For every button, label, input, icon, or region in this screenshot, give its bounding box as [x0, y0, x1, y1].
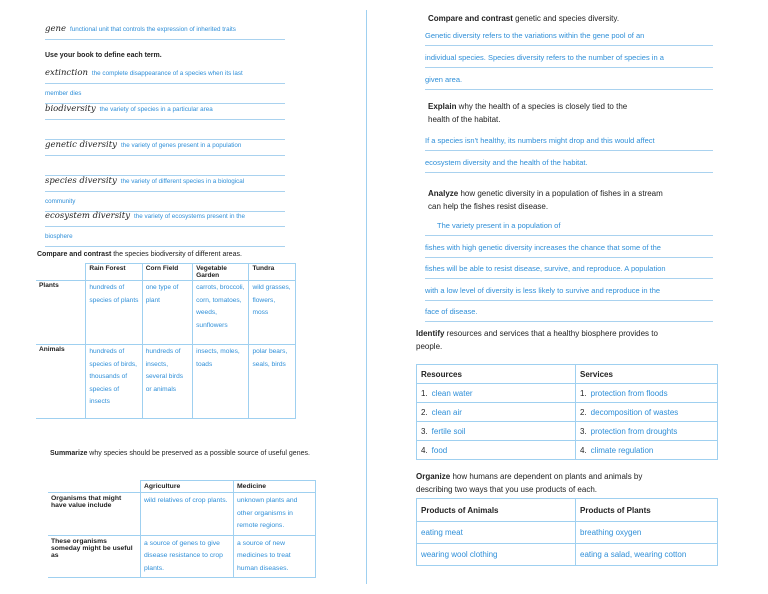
products-table [416, 498, 718, 566]
answer-line[interactable]: the complete disappearance of a species when its last [91, 70, 243, 77]
answer-line[interactable]: member dies [45, 84, 285, 104]
answer-cell[interactable]: a source of new medicines to treat human diseases. [234, 535, 316, 578]
prompt-text: can help the fishes resist disease. [428, 202, 549, 211]
answer-line[interactable]: The variety present in a population of [425, 214, 713, 236]
col-header: Agriculture [141, 481, 234, 493]
answer-line[interactable]: If a species isn't healthy, its numbers might drop and this would affect [425, 129, 713, 151]
row-header: These organisms someday might be useful as [48, 535, 141, 578]
answer-cell[interactable]: insects, moles, toads [193, 345, 249, 419]
answer-cell[interactable]: hundreds of species of plants [86, 281, 142, 345]
answer-line[interactable]: Genetic diversity refers to the variations within the gene pool of an [425, 24, 713, 46]
answer-cell[interactable]: eating meat [417, 522, 576, 544]
term-label: species diversity [45, 176, 117, 186]
answer-cell[interactable]: wild relatives of crop plants. [141, 493, 234, 536]
answer-line[interactable]: community [45, 192, 285, 212]
row-header: Plants [36, 281, 86, 345]
answer-line[interactable]: fishes with high genetic diversity increases the chance that some of the [425, 236, 713, 258]
answer-line[interactable]: ecosystem diversity and the health of the habitat. [425, 151, 713, 173]
prompt-bold: Summarize [50, 450, 88, 457]
prompt-compare-biodiversity [37, 251, 242, 258]
answer-line[interactable]: the variety of ecosystems present in the [134, 213, 245, 220]
answer-cell[interactable]: eating a salad, wearing cotton [576, 544, 718, 566]
item-number: 2. [421, 407, 428, 417]
prompt-bold: Identify [416, 329, 445, 338]
answer-line[interactable]: face of disease. [425, 300, 713, 322]
prompt-text: why species should be preserved as a possible source of useful genes. [87, 450, 310, 457]
table-row [36, 281, 296, 345]
page-divider [366, 10, 367, 584]
answer-line[interactable]: the variety of genes present in a population [120, 142, 242, 149]
prompt-analyze [428, 187, 663, 213]
prompt-text: health of the habitat. [428, 115, 501, 124]
resources-services-table [416, 364, 718, 460]
prompt-identify [416, 327, 658, 353]
term-species-diversity [45, 172, 285, 212]
row-header: Organisms that might have value include [48, 493, 141, 536]
answer-line[interactable]: the variety of different species in a biological [120, 178, 245, 185]
answer-line[interactable]: the variety of species in a particular area [99, 106, 213, 113]
table-row [48, 493, 316, 536]
term-extinction [45, 64, 285, 104]
term-label: extinction [45, 68, 88, 78]
table-row [48, 535, 316, 578]
term-ecosystem-diversity [45, 207, 285, 247]
prompt-bold: Organize [416, 472, 451, 481]
answer-cell[interactable]: carrots, broccoli, corn, tomatoes, weeds, sunflowers [193, 281, 249, 345]
prompt-text: genetic and species diversity. [512, 14, 620, 23]
prompt-bold: Compare and contrast [428, 14, 513, 23]
summarize-table [48, 480, 316, 578]
item-number: 1. [580, 388, 587, 398]
col-header: Products of Plants [576, 499, 718, 522]
answer-cell[interactable]: fertile soil [431, 426, 466, 436]
prompt-explain [428, 100, 627, 126]
answer-cell[interactable]: climate regulation [590, 445, 654, 455]
col-header: Tundra [249, 264, 296, 281]
answer-cell[interactable]: wearing wool clothing [417, 544, 576, 566]
answer-line[interactable]: individual species. Species diversity refers to the number of species in a [425, 46, 713, 68]
answer-line[interactable]: with a low level of diversity is less likely to survive and reproduce in the [425, 279, 713, 301]
col-header: Corn Field [142, 264, 192, 281]
item-number: 1. [421, 388, 428, 398]
answer-cell[interactable]: polar bears, seals, birds [249, 345, 296, 419]
term-genetic-diversity [45, 136, 285, 176]
prompt-bold: Compare and contrast [37, 251, 112, 258]
col-header: Products of Animals [417, 499, 576, 522]
item-number: 3. [421, 426, 428, 436]
col-header: Vegetable Garden [193, 264, 249, 281]
answer-cell[interactable]: protection from droughts [590, 426, 678, 436]
item-number: 4. [421, 445, 428, 455]
prompt-summarize [50, 449, 320, 459]
prompt-text: describing two ways that you use products of each. [416, 485, 597, 494]
item-number: 4. [580, 445, 587, 455]
row-header: Animals [36, 345, 86, 419]
prompt-text: how genetic diversity in a population of fishes in a stream [458, 189, 663, 198]
term-label: genetic diversity [45, 140, 117, 150]
answer-cell[interactable]: breathing oxygen [576, 522, 718, 544]
table-row [417, 403, 718, 422]
item-number: 2. [580, 407, 587, 417]
def-gene[interactable]: functional unit that controls the expression of inherited traits [69, 26, 236, 33]
answer-cell[interactable]: unknown plants and other organisms in remote regions. [234, 493, 316, 536]
prompt-text: resources and services that a healthy biosphere provides to [444, 329, 658, 338]
answer-cell[interactable]: hundreds of species of birds, thousands of species of insects [86, 345, 142, 419]
col-header: Services [576, 365, 718, 384]
prompt-organize [416, 470, 642, 496]
answer-cell[interactable]: wild grasses, flowers, moss [249, 281, 296, 345]
prompt-compare-diversity [428, 14, 619, 23]
instruction-use-book: Use your book to define each term. [45, 52, 162, 59]
answer-cell[interactable]: a source of genes to give disease resistance to crop plants. [141, 535, 234, 578]
term-biodiversity [45, 100, 285, 140]
gene-definition [45, 20, 285, 40]
answer-cell[interactable]: protection from floods [590, 388, 668, 398]
answer-cell[interactable]: clean water [431, 388, 473, 398]
term-label: biodiversity [45, 104, 96, 114]
term-label: ecosystem diversity [45, 211, 130, 221]
answer-cell[interactable]: clean air [431, 407, 462, 417]
table-row [417, 422, 718, 441]
table-row [417, 522, 718, 544]
col-header: Medicine [234, 481, 316, 493]
answer-cell[interactable]: food [431, 445, 448, 455]
table-row [417, 544, 718, 566]
col-header: Rain Forest [86, 264, 142, 281]
biodiversity-table [36, 263, 296, 419]
term-gene: gene [45, 24, 66, 34]
answer-line[interactable]: biosphere [45, 227, 285, 247]
answer-cell[interactable]: decomposition of wastes [590, 407, 679, 417]
prompt-bold: Explain [428, 102, 457, 111]
prompt-text: why the health of a species is closely tied to the [456, 102, 628, 111]
answer-cell[interactable]: hundreds of insects, several birds or animals [142, 345, 192, 419]
answer-cell[interactable]: one type of plant [142, 281, 192, 345]
table-row [417, 384, 718, 403]
table-row [417, 441, 718, 460]
corner-cell [48, 481, 141, 493]
corner-cell [36, 264, 86, 281]
prompt-text: the species biodiversity of different areas. [111, 251, 242, 258]
answer-line[interactable]: given area. [425, 68, 713, 90]
prompt-text: how humans are dependent on plants and animals by [450, 472, 643, 481]
item-number: 3. [580, 426, 587, 436]
answer-line[interactable]: fishes will be able to resist disease, survive, and reproduce. A population [425, 257, 713, 279]
prompt-text: people. [416, 342, 443, 351]
prompt-bold: Analyze [428, 189, 459, 198]
col-header: Resources [417, 365, 576, 384]
table-row [36, 345, 296, 419]
